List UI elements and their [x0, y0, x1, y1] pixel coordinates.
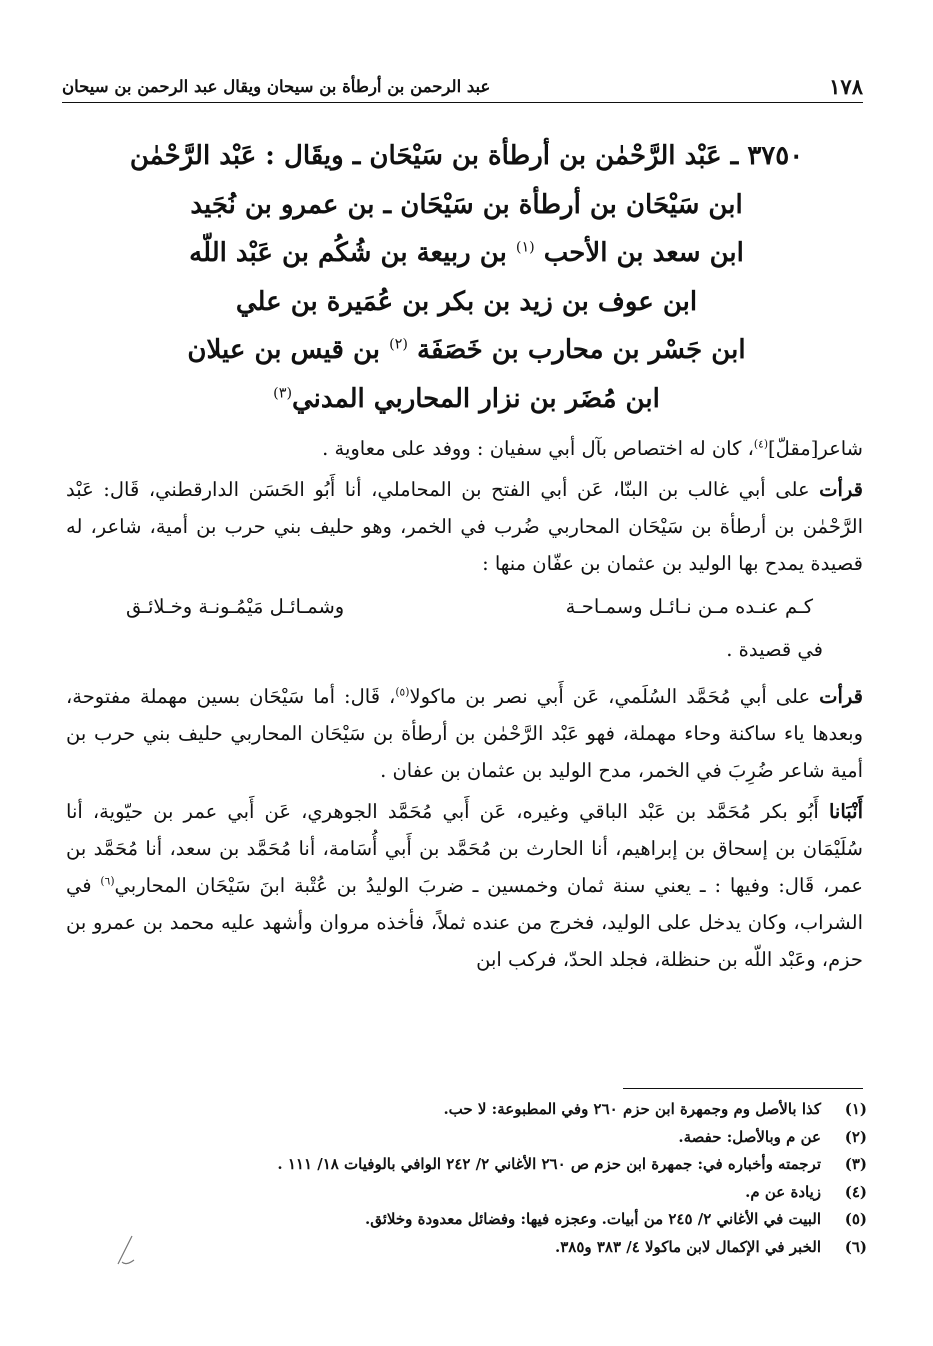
paragraph-lead: قرأت: [819, 478, 863, 501]
footnote: (٢) عن م وبالأصل: حفصة.: [678, 1127, 867, 1146]
paragraph-4: أَنْبَانا أَبُو بكر مُحَمَّد بن عَبْد الباقي وغيره، عَن أَبي مُحَمَّد الجوهري، عَن أَبي عمر بن حيّوية، أنا سُلَيْمَان بن إسحاق بن إبراهيم، أنا الحارث بن مُحَمَّد بن أَبي أُسَامة، أنا مُحَمَّد بن سعد، أنا مُحَمَّد بن عمر، قَال: وفيها : ـ يعني سنة ثمان وخمسين ـ ضربَ الوليدُ بن عُتْبة ابنَ سَيْحَان المحاربي$^{(٦)}$ في الشراب، وكان يدخل على الوليد، فخرج من عنده ثملاً، فأخذه مروان وأشهد عليه محمد بن عمرو بن حزم، وعَبْد اللّه بن حنظلة، فجلد الحدّ، فركب ابن: [66, 800, 864, 971]
footnote-ref-6: (٦): [100, 874, 115, 888]
footnote: (١) كذا بالأصل وم وجمهرة ابن حزم ٢٦٠ وفي المطبوعة: لا حب.: [443, 1100, 867, 1118]
footnote-ref-2: (٢): [389, 336, 408, 353]
paragraph-lead: أَنْبَانا: [828, 800, 864, 823]
title-line-6: ابن مُضَر بن نزار المحاربي المدني$^{(٣)}$: [273, 383, 660, 414]
title-line-5: ابن جَسْر بن محارب بن خَصَفَة $^{(٢)}$ بن قيس بن عيلان: [187, 335, 746, 365]
footnote: (٥) البيت في الأغاني ٢/ ٢٤٥ من أبيات. وعجزه فيها: وفضائل معدودة وخلائق.: [365, 1210, 867, 1228]
verse-second-hemistich: وشمـائـل مَيْمُـونـة وخـلائـق: [126, 595, 345, 618]
footnote: (٣) ترجمته وأخباره في: جمهرة ابن حزم ص ٢٦٠ الأغاني ٢/ ٢٤٢ الوافي بالوفيات ١٨/ ١١١ .: [277, 1155, 867, 1173]
footnote-ref-1: (١): [515, 239, 535, 256]
title-line-3: ابن سعد بن الأحب $^{(١)}$ بن ربيعة بن شُكُم بن عَبْد اللّه: [189, 238, 744, 268]
paragraph-2: قرأت على أبي غالب بن البنّا، عَن أبي الفتح بن المحاملي، أنا أَبُو الحَسَن الدارقطني، قَال: عَبْد الرَّحْمٰن بن أرطأة بن سَيْحَان المحاربي ضُرب في الخمر، وهو حليف بني حرب بن أمية، شاعر، له قصيدة يمدح بها الوليد بن عثمان بن عفّان منها :: [66, 478, 863, 575]
footnotes: [100, 1096, 867, 1261]
footnote: (٤) زيادة عن م.: [745, 1182, 867, 1201]
title-line-2: ابن سَيْحَان بن أرطأة بن سَيْحَان ـ بن عمرو بن نُجَيد: [190, 189, 743, 220]
pen-stroke-mark: [112, 1234, 140, 1268]
verse-first-hemistich: كـم عنـده مـن نـائـل وسمـاحـة: [565, 595, 813, 618]
paragraph-lead: قرأت: [819, 685, 863, 708]
entry-body: [66, 430, 863, 982]
footnote: (٦) الخبر في الإكمال لابن ماكولا ٤/ ٣٨٣ و٣٨٥.: [554, 1237, 867, 1256]
page-number: ١٧٨: [829, 73, 863, 99]
footnote-ref-4: (٤): [753, 437, 769, 451]
paragraph-1: شاعر[مقلّ]$^{(٤)}$، كان له اختصاص بآل أبي سفيان : ووفد على معاوية .: [322, 437, 863, 460]
footnote-ref-3: (٣): [273, 384, 293, 401]
page-header: [62, 70, 863, 103]
footnote-separator: [623, 1088, 863, 1089]
title-line-1: ٣٧٥٠ ـ عَبْد الرَّحْمٰن بن أرطأة بن سَيْحَان ـ ويقَال : عَبْد الرَّحْمٰن: [129, 141, 804, 171]
paragraph-3: قرأت على أبي مُحَمَّد السُلَمي، عَن أَبي نصر بن ماكولا$^{(٥)}$، قَال: أما سَيْحَان بسين مهملة مفتوحة، وبعدها ياء ساكنة وحاء مهملة، فهو عَبْد الرَّحْمٰن بن أرطأة بن سَيْحَان المحاربي حليف بني حرب بن أمية شاعر ضُرِبَ في الخمر، مدح الوليد بن عثمان بن عفان .: [66, 685, 863, 782]
verse-note: في قصيدة .: [726, 638, 823, 661]
title-line-4: ابن عوف بن زيد بن بكر بن عُمَيرة بن علي: [235, 286, 698, 317]
running-title: عبد الرحمن بن أرطأة بن سيحان ويقال عبد الرحمن بن سيحان: [62, 76, 491, 96]
poem-verse: [126, 588, 813, 625]
entry-title: [90, 132, 843, 423]
footnote-ref-5: (٥): [395, 685, 410, 699]
